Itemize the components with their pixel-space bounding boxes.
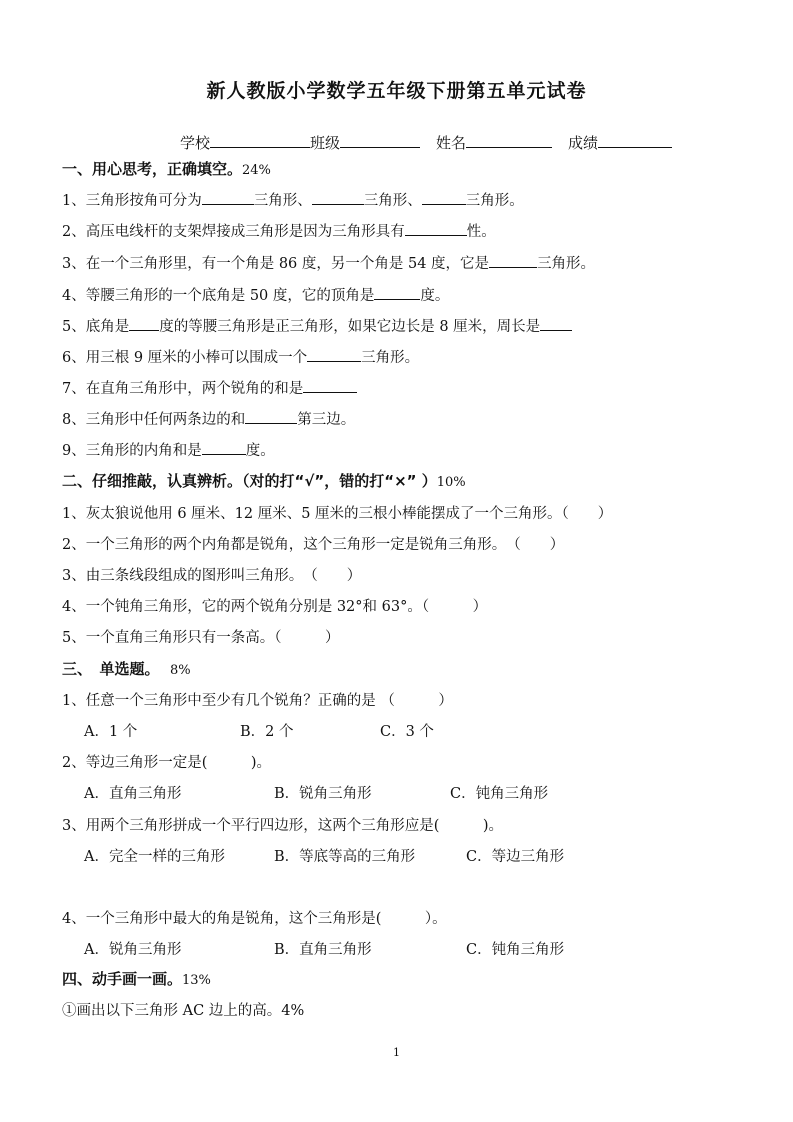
s3-q1-option-b[interactable]: B．2 个 [240,724,294,740]
score-blank[interactable] [598,133,672,148]
section-1-heading [62,158,271,179]
s3-q3-option-b[interactable]: B．等底等高的三角形 [274,849,416,865]
school-blank[interactable] [210,133,310,148]
section-1-title: 一、用心思考，正确填空。 [62,160,243,178]
s1-q7 [62,377,357,398]
s1-q5-text: 5、底角是 [62,319,130,335]
name-label: 姓名 [436,134,467,152]
name-blank[interactable] [466,133,552,148]
student-info [180,132,672,153]
s3-q1-option-c[interactable]: C．3 个 [380,724,434,740]
s1-q4 [62,284,449,305]
s2-q5: 5、一个直角三角形只有一条高。（ ） [62,630,340,646]
s1-q5-blank-2[interactable] [540,316,572,331]
s1-q1 [62,189,524,210]
s1-q9-text-b: 度。 [245,443,275,459]
s1-q5-blank-1[interactable] [129,316,159,331]
s1-q9-blank[interactable] [202,440,246,455]
s1-q8 [62,408,355,429]
s1-q5 [62,315,572,336]
score-label: 成绩 [568,134,599,152]
s1-q6 [62,346,419,367]
page-title: 新人教版小学数学五年级下册第五单元试卷 [206,80,587,102]
section-3-title: 三、 单选题。 [62,660,160,678]
s1-q3-text: 3、在一个三角形里，有一个角是 86 度，另一个角是 54 度，它是 [62,256,490,272]
s1-q2 [62,220,496,241]
s1-q1-text: 1、三角形按角可分为 [62,193,202,209]
s3-q3-option-a[interactable]: A．完全一样的三角形 [84,849,225,865]
s1-q6-blank[interactable] [307,347,361,362]
s1-q6-text: 6、用三根 9 厘米的小棒可以围成一个 [62,350,308,366]
s1-q2-text: 2、高压电线杆的支架焊接成三角形是因为三角形具有 [62,224,405,240]
s1-q3-blank[interactable] [489,253,537,268]
section-4-pct: 13% [182,973,211,988]
s1-q7-text: 7、在直角三角形中，两个锐角的和是 [62,381,304,397]
s3-q4: 4、一个三角形中最大的角是锐角，这个三角形是( ）。 [62,911,447,927]
s1-q8-text: 8、三角形中任何两条边的和 [62,412,246,428]
s1-q6-text-b: 三角形。 [361,350,420,366]
section-3-heading [62,658,191,679]
s1-q2-blank[interactable] [405,221,467,236]
s4-q1: ①画出以下三角形 AC 边上的高。4% [62,1003,305,1019]
page-number: 1 [393,1046,400,1059]
section-4-title: 四、动手画一画。 [62,970,183,988]
s2-q3: 3、由三条线段组成的图形叫三角形。 （ ） [62,568,362,584]
section-2-pct: 10% [436,475,466,490]
s1-q5-text-b: 度的等腰三角形是正三角形，如果它边长是 8 厘米，周长是 [159,319,541,335]
s2-q1: 1、灰太狼说他用 6 厘米、12 厘米、5 厘米的三根小棒能摆成了一个三角形。（ ） [62,506,613,522]
s1-q4-blank[interactable] [374,285,420,300]
s1-q7-blank[interactable] [303,378,357,393]
s1-q3 [62,252,595,273]
s2-q4: 4、一个钝角三角形，它的两个锐角分别是 32°和 63°。（ ） [62,599,488,615]
s3-q1-option-a[interactable]: A．1 个 [84,724,138,740]
s1-q1-text-d: 三角形。 [465,193,524,209]
s1-q8-blank[interactable] [245,409,297,424]
section-3-pct: 8% [169,663,191,678]
s2-q2: 2、一个三角形的两个内角都是锐角，这个三角形一定是锐角三角形。 （ ） [62,537,565,553]
s3-q3-option-c[interactable]: C．等边三角形 [466,849,565,865]
s1-q1-blank-2[interactable] [312,190,364,205]
s3-q4-option-c[interactable]: C．钝角三角形 [466,942,565,958]
s1-q3-text-b: 三角形。 [537,256,596,272]
section-1-pct: 24% [242,163,271,178]
s3-q1: 1、任意一个三角形中至少有几个锐角？正确的是 （ ） [62,693,453,709]
s3-q3: 3、用两个三角形拼成一个平行四边形，这两个三角形应是( )。 [62,818,504,834]
s3-q2: 2、等边三角形一定是( )。 [62,755,272,771]
section-2-heading [62,470,466,491]
s3-q2-option-b[interactable]: B．锐角三角形 [274,786,372,802]
section-2-title: 二、仔细推敲，认真辨析。（对的打“√”，错的打“×” ） [62,472,437,490]
s1-q1-text-b: 三角形、 [253,193,312,209]
s1-q4-text-b: 度。 [420,288,450,304]
s1-q1-blank-3[interactable] [422,190,466,205]
school-label: 学校 [180,134,211,152]
s3-q4-option-a[interactable]: A．锐角三角形 [84,942,182,958]
s3-q2-option-a[interactable]: A．直角三角形 [84,786,182,802]
s1-q1-text-c: 三角形、 [363,193,422,209]
s1-q8-text-b: 第三边。 [297,412,356,428]
s3-q2-option-c[interactable]: C．钝角三角形 [450,786,549,802]
s1-q9-text: 9、三角形的内角和是 [62,443,202,459]
class-blank[interactable] [340,133,420,148]
class-label: 班级 [310,134,341,152]
s1-q1-blank-1[interactable] [202,190,254,205]
s3-q4-option-b[interactable]: B．直角三角形 [274,942,372,958]
s1-q4-text: 4、等腰三角形的一个底角是 50 度，它的顶角是 [62,288,375,304]
s1-q2-text-b: 性。 [466,224,496,240]
s1-q9 [62,439,275,460]
section-4-heading [62,968,211,989]
